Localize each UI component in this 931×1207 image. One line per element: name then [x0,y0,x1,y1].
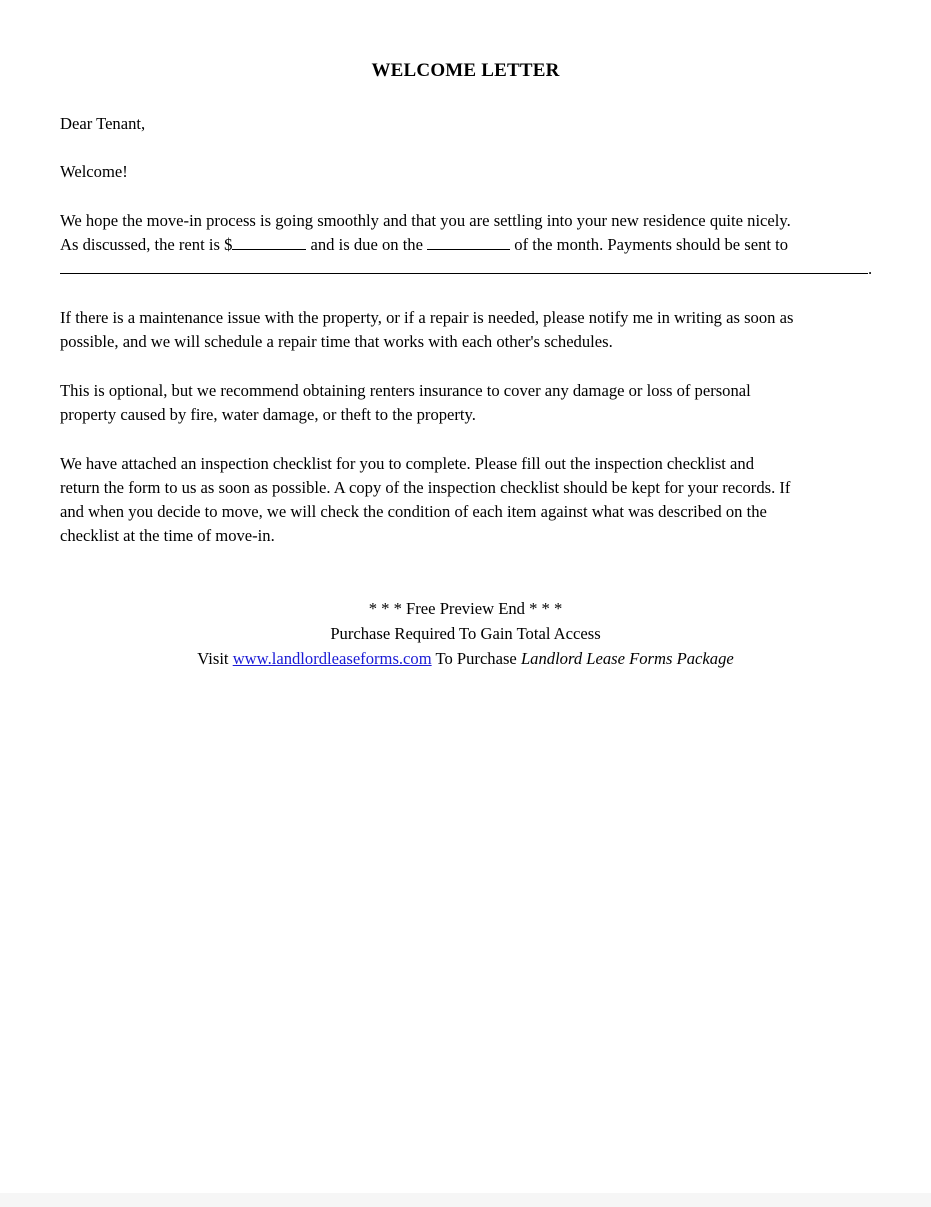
paragraph-line: We have attached an inspection checklist for you to complete. Please fill out the inspection checklist and [60,454,754,473]
paragraph-line: return the form to us as soon as possible. A copy of the inspection checklist should be kept for your records. If [60,478,791,497]
package-name: Landlord Lease Forms Package [520,649,734,668]
payment-address-blank[interactable] [60,257,868,274]
paragraph-inspection [60,452,875,548]
visit-middle: To Purchase [431,649,521,668]
due-text: and is due on the [306,235,428,254]
paragraph-insurance [60,379,875,427]
rent-amount-blank[interactable] [232,233,306,250]
paragraph-line [60,257,875,281]
visit-line [0,646,931,671]
paragraph-line: This is optional, but we recommend obtaining renters insurance to cover any damage or loss of personal [60,381,751,400]
preview-footer [0,596,931,671]
rent-text: As discussed, the rent is $ [60,235,233,254]
visit-prefix: Visit [197,649,233,668]
paragraph-maintenance [60,306,875,354]
preview-end-line: * * * Free Preview End * * * [368,599,563,618]
paragraph-line: and when you decide to move, we will check the condition of each item against what was described on the [60,502,767,521]
salutation: Dear Tenant, [60,114,146,133]
paragraph-line: property caused by fire, water damage, or theft to the property. [60,405,476,424]
welcome-line: Welcome! [60,162,128,181]
page-bottom-edge [0,1193,931,1207]
paragraph-rent-details [60,209,875,281]
website-link[interactable]: www.landlordleaseforms.com [232,649,432,668]
page-title: WELCOME LETTER [371,60,560,81]
paragraph-line [60,233,875,257]
paragraph-line: checklist at the time of move-in. [60,526,275,545]
paragraph-line: If there is a maintenance issue with the property, or if a repair is needed, please notify me in writing as soon as [60,308,794,327]
due-date-blank[interactable] [427,233,510,250]
payment-text: of the month. Payments should be sent to [510,235,789,254]
period: . [868,259,873,278]
paragraph-line: possible, and we will schedule a repair time that works with each other's schedules. [60,332,613,351]
paragraph-line: We hope the move-in process is going smoothly and that you are settling into your new residence quite nicely. [60,211,791,230]
purchase-required-line: Purchase Required To Gain Total Access [330,624,601,643]
